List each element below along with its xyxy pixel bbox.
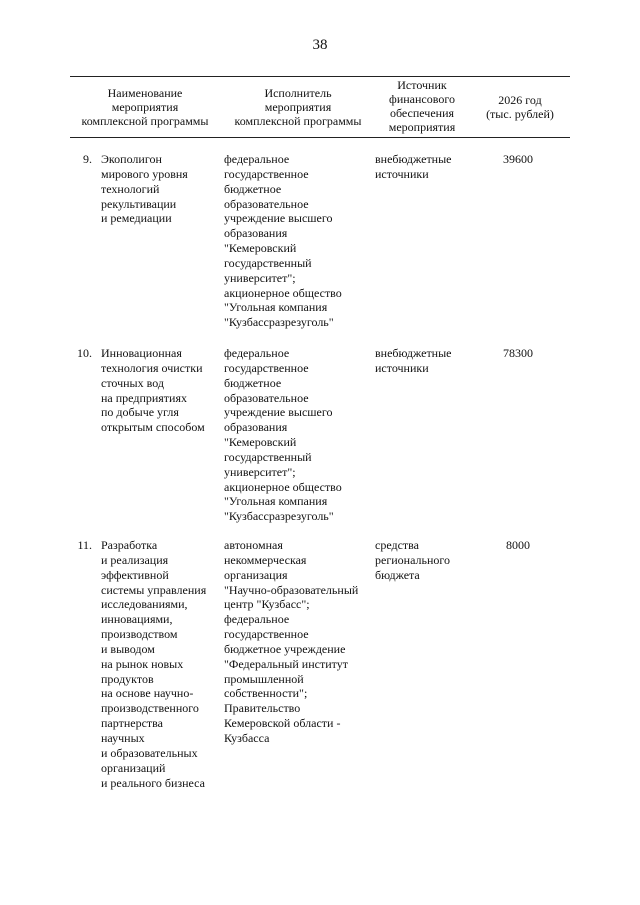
row-number: 11.: [77, 538, 92, 552]
row-amount: 39600: [503, 152, 533, 166]
row-amount: 78300: [503, 346, 533, 360]
table-header-rule: [70, 137, 570, 138]
header-event-name: Наименование мероприятия комплексной программы: [81, 86, 209, 128]
row-executor: федеральное государственное бюджетное образовательное учреждение высшего образования "Кемеровский государственный университет"; акционерное общество "Угольная компания "Кузбассразрезуголь": [224, 346, 342, 524]
table-top-rule: [70, 76, 570, 77]
header-executor: Исполнитель мероприятия комплексной программы: [234, 86, 362, 128]
row-funding-source: внебюджетные источники: [375, 346, 452, 375]
row-event-name: Инновационная технология очистки сточных вод на предприятиях по добыче угля открытым способом: [101, 346, 205, 435]
header-funding-source: Источник финансового обеспечения мероприятия: [388, 78, 456, 134]
row-funding-source: внебюджетные источники: [375, 152, 452, 181]
header-amount-2026: 2026 год (тыс. рублей): [486, 93, 554, 121]
row-number: 9.: [83, 152, 92, 166]
page-number: 38: [312, 37, 328, 53]
row-event-name: Разработка и реализация эффективной системы управления исследованиями, инновациями, производством и выводом на рынок новых продуктов на основе научно- производственного партнерства научных и образовательных организаций и реального бизнеса: [101, 538, 207, 790]
row-event-name: Экополигон мирового уровня технологий рекультивации и ремедиации: [101, 152, 188, 226]
row-number: 10.: [77, 346, 92, 360]
row-funding-source: средства регионального бюджета: [375, 538, 451, 582]
row-executor: федеральное государственное бюджетное образовательное учреждение высшего образования "Кемеровский государственный университет"; акционерное общество "Угольная компания "Кузбассразрезуголь": [224, 152, 342, 330]
row-amount: 8000: [506, 538, 530, 552]
row-executor: автономная некоммерческая организация "Научно-образовательный центр "Кузбасс"; федеральное государственное бюджетное учреждение "Федеральный институт промышленной собственности"; Правительство Кемеровской области - Кузбасса: [224, 538, 359, 745]
